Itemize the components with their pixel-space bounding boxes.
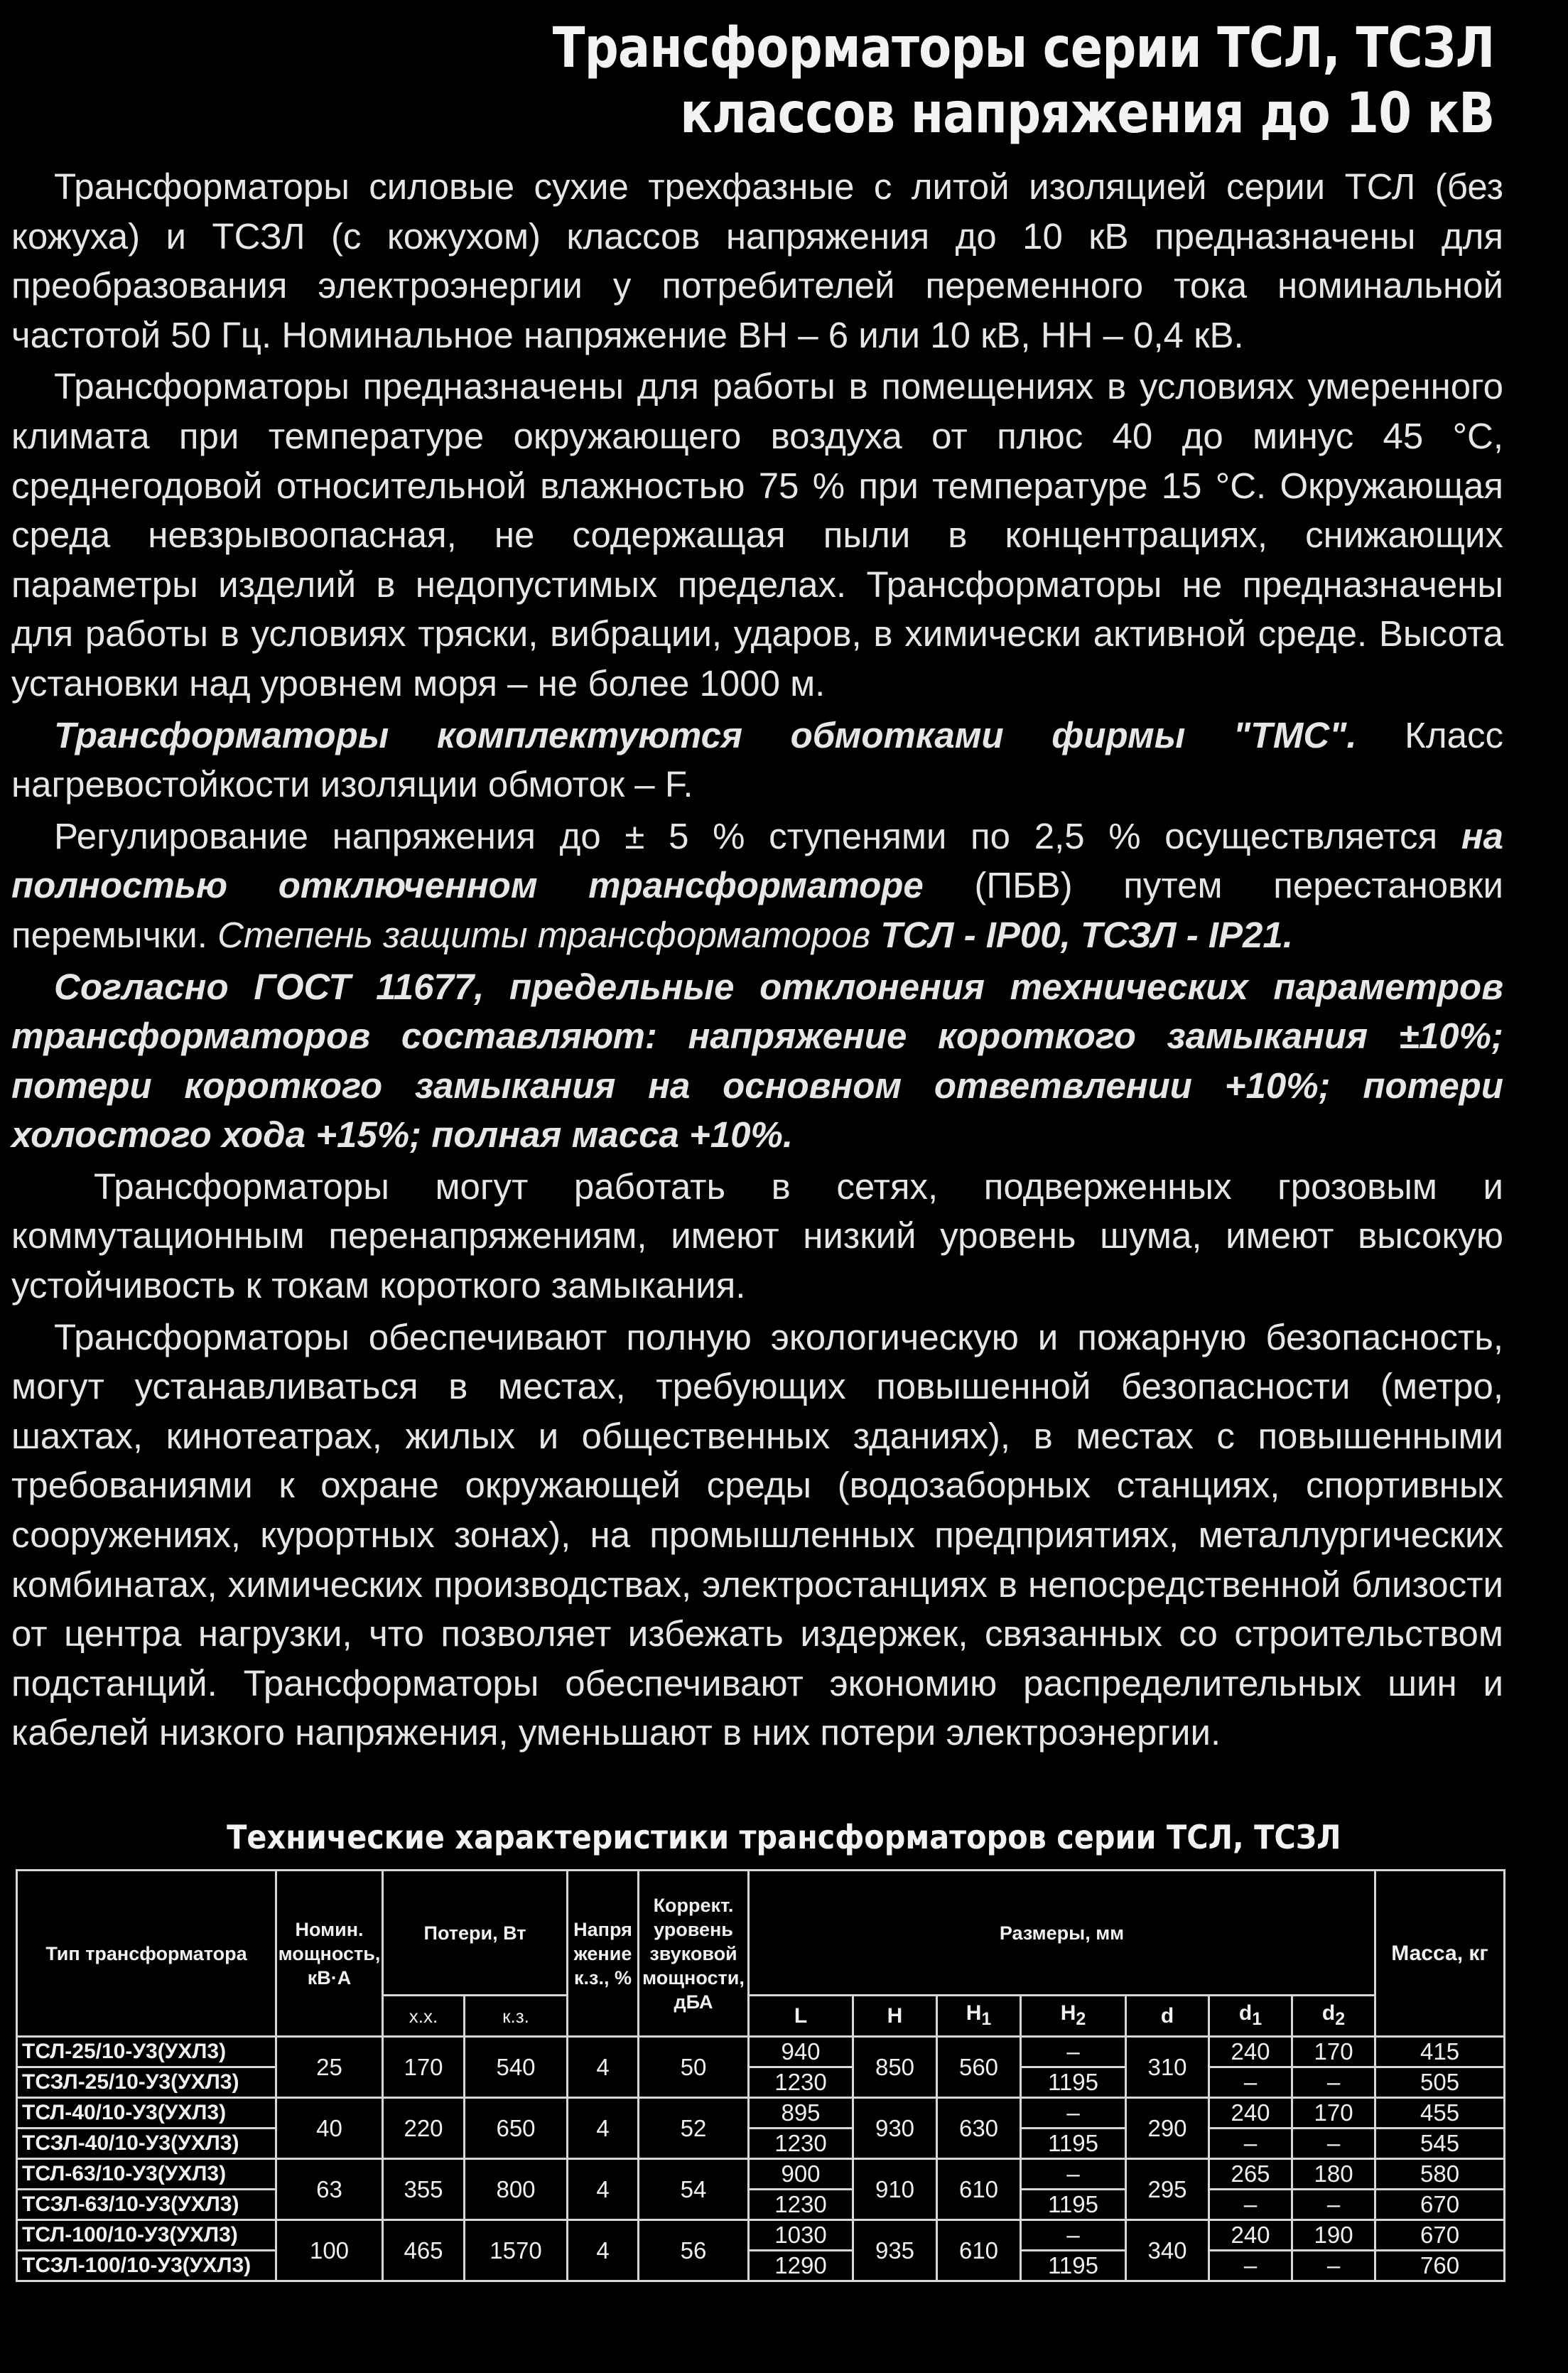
H1-cell: 560 <box>937 2037 1021 2098</box>
H2-cell: – <box>1021 2098 1126 2129</box>
header-power: Номин. мощность, кВ·А <box>276 1871 383 2037</box>
table-row <box>17 2067 1505 2098</box>
header-d2-sub: 2 <box>1335 2008 1346 2029</box>
type-cell: ТСЗЛ-25/10-У3(УХЛ3) <box>17 2067 276 2098</box>
d2-cell: – <box>1292 2251 1375 2281</box>
H-cell: 935 <box>853 2220 937 2281</box>
losses-xx-cell: 355 <box>383 2159 465 2220</box>
page-title-line-2: классов напряжения до 10 кВ <box>679 82 1495 146</box>
header-H2-base: H <box>1060 2001 1076 2025</box>
mass-cell: 415 <box>1375 2037 1505 2067</box>
H-cell: 930 <box>853 2098 937 2159</box>
header-H1-sub: 1 <box>981 2008 992 2029</box>
header-d2-base: d <box>1321 2001 1336 2025</box>
paragraph-purpose: Трансформаторы силовые сухие трехфазные с литой изоляцией серии ТСЛ (без кожуха) и ТСЗЛ (с кожухом) классов напряжения до 10 кВ предназначены для преобразования электроэнергии у потребителей переменного тока номинальной частотой 50 Гц. Номинальное напряжение ВН – 6 или 10 кВ, НН – 0,4 кВ. <box>11 166 1503 355</box>
losses-kz-cell: 1570 <box>465 2220 568 2281</box>
description-text <box>11 162 1503 1760</box>
L-cell: 940 <box>749 2037 853 2067</box>
header-H1-base: H <box>966 2001 982 2025</box>
voltage-cell: 4 <box>568 2098 639 2159</box>
table-row <box>17 2129 1505 2159</box>
d1-cell: – <box>1209 2190 1292 2220</box>
H-cell: 850 <box>853 2037 937 2098</box>
table-row <box>17 2159 1505 2190</box>
power-cell: 40 <box>276 2098 383 2159</box>
header-H: H <box>853 1996 937 2037</box>
d1-cell: – <box>1209 2129 1292 2159</box>
table-row <box>17 2190 1505 2220</box>
header-H2 <box>1021 1996 1126 2037</box>
L-cell: 895 <box>749 2098 853 2129</box>
d2-cell: 180 <box>1292 2159 1375 2190</box>
header-H2-sub: 2 <box>1076 2008 1086 2029</box>
windings-bold: Трансформаторы комплектуются обмотками фирмы "ТМС". <box>54 714 1357 755</box>
header-losses-xx: х.х. <box>383 1996 465 2037</box>
H2-cell: – <box>1021 2159 1126 2190</box>
spec-table <box>16 1869 1505 2282</box>
type-cell: ТСЗЛ-100/10-У3(УХЛ3) <box>17 2251 276 2281</box>
header-H1 <box>937 1996 1021 2037</box>
mass-cell: 580 <box>1375 2159 1505 2190</box>
L-cell: 900 <box>749 2159 853 2190</box>
paragraph-regulation <box>11 812 1503 960</box>
type-cell: ТСЛ-100/10-У3(УХЛ3) <box>17 2220 276 2251</box>
header-d1 <box>1209 1996 1292 2037</box>
L-cell: 1290 <box>749 2251 853 2281</box>
losses-xx-cell: 170 <box>383 2037 465 2098</box>
H2-cell: – <box>1021 2220 1126 2251</box>
header-d: d <box>1126 1996 1209 2037</box>
voltage-cell: 4 <box>568 2159 639 2220</box>
mass-cell: 670 <box>1375 2220 1505 2251</box>
L-cell: 1030 <box>749 2220 853 2251</box>
mass-cell: 760 <box>1375 2251 1505 2281</box>
noise-cell: 50 <box>639 2037 749 2098</box>
d1-cell: – <box>1209 2251 1292 2281</box>
d-cell: 295 <box>1126 2159 1209 2220</box>
losses-xx-cell: 220 <box>383 2098 465 2159</box>
L-cell: 1230 <box>749 2190 853 2220</box>
page-title-line-1: Трансформаторы серии ТСЛ, ТСЗЛ <box>552 16 1494 80</box>
type-cell: ТСЛ-63/10-У3(УХЛ3) <box>17 2159 276 2190</box>
table-row <box>17 2098 1505 2129</box>
table-title-text: Технические характеристики трансформаторов серии ТСЛ, ТСЗЛ <box>227 1818 1341 1856</box>
type-cell: ТСЗЛ-40/10-У3(УХЛ3) <box>17 2129 276 2159</box>
regulation-text-b: на полностью отключенном трансформаторе <box>11 815 1503 906</box>
d1-cell: 240 <box>1209 2220 1292 2251</box>
voltage-cell: 4 <box>568 2037 639 2098</box>
d2-cell: 190 <box>1292 2220 1375 2251</box>
d2-cell: – <box>1292 2067 1375 2098</box>
d1-cell: – <box>1209 2067 1292 2098</box>
power-cell: 100 <box>276 2220 383 2281</box>
noise-cell: 52 <box>639 2098 749 2159</box>
header-noise: Коррект. уровень звуковой мощности, дБА <box>639 1871 749 2037</box>
d2-cell: 170 <box>1292 2037 1375 2067</box>
paragraph-conditions: Трансформаторы предназначены для работы в помещениях в условиях умеренного климата при температуре окружающего воздуха от плюс 40 до минус 45 °С, среднегодовой относительной влажностью 75 % при температуре 15 °С. Окружающая среда невзрывоопасная, не содержащая пыли в концентрациях, снижающих параметры изделий в недопустимых пределах. Трансформаторы не предназначены для работы в условиях тряски, вибрации, ударов, в химически активной среде. Высота установки над уровнем моря – не более 1000 м. <box>11 366 1503 704</box>
power-cell: 63 <box>276 2159 383 2220</box>
paragraph-windings <box>11 711 1503 809</box>
d2-cell: – <box>1292 2190 1375 2220</box>
header-losses: Потери, Вт <box>383 1871 568 1996</box>
header-type: Тип трансформатора <box>17 1871 276 2037</box>
type-cell: ТСЛ-25/10-У3(УХЛ3) <box>17 2037 276 2067</box>
d1-cell: 240 <box>1209 2037 1292 2067</box>
header-mass: Масса, кг <box>1375 1871 1505 2037</box>
table-row <box>17 2220 1505 2251</box>
type-cell: ТСЗЛ-63/10-У3(УХЛ3) <box>17 2190 276 2220</box>
losses-kz-cell: 800 <box>465 2159 568 2220</box>
paragraph-safety: Трансформаторы обеспечивают полную экологическую и пожарную безопасность, могут устанавливаться в местах, требующих повышенной безопасности (метро, шахтах, кинотеатрах, жилых и общественных зданиях), в местах с повышенными требованиями к охране окружающей среды (водозаборных станциях, спортивных сооружениях, курортных зонах), на промышленных предприятиях, металлургических комбинатах, химических производствах, электростанциях в непосредственной близости от центра нагрузки, что позволяет избежать издержек, связанных со строительством подстанций. Трансформаторы обеспечивают экономию распределительных шин и кабелей низкого напряжения, уменьшают в них потери электроэнергии. <box>11 1316 1503 1753</box>
table-row <box>17 2037 1505 2067</box>
d-cell: 290 <box>1126 2098 1209 2159</box>
power-cell: 25 <box>276 2037 383 2098</box>
d-cell: 310 <box>1126 2037 1209 2098</box>
paragraph-gost: Согласно ГОСТ 11677, предельные отклонения технических параметров трансформаторов составляют: напряжение короткого замыкания ±10%; потери короткого замыкания на основном ответвлении +10%; потери холостого хода +15%; полная масса +10%. <box>11 966 1503 1156</box>
table-title <box>0 1816 1568 1858</box>
H1-cell: 610 <box>937 2220 1021 2281</box>
H-cell: 910 <box>853 2159 937 2220</box>
noise-cell: 56 <box>639 2220 749 2281</box>
protection-class: ТСЛ - IP00, ТСЗЛ - IP21. <box>880 914 1293 955</box>
header-voltage: Напря жение к.з., % <box>568 1871 639 2037</box>
d1-cell: 265 <box>1209 2159 1292 2190</box>
mass-cell: 505 <box>1375 2067 1505 2098</box>
mass-cell: 670 <box>1375 2190 1505 2220</box>
losses-xx-cell: 465 <box>383 2220 465 2281</box>
d1-cell: 240 <box>1209 2098 1292 2129</box>
type-cell: ТСЛ-40/10-У3(УХЛ3) <box>17 2098 276 2129</box>
d2-cell: 170 <box>1292 2098 1375 2129</box>
header-d1-sub: 1 <box>1252 2008 1262 2029</box>
d-cell: 340 <box>1126 2220 1209 2281</box>
noise-cell: 54 <box>639 2159 749 2220</box>
table-row <box>17 2251 1505 2281</box>
H2-cell: 1195 <box>1021 2067 1126 2098</box>
H2-cell: 1195 <box>1021 2190 1126 2220</box>
H1-cell: 630 <box>937 2098 1021 2159</box>
L-cell: 1230 <box>749 2067 853 2098</box>
H2-cell: 1195 <box>1021 2129 1126 2159</box>
losses-kz-cell: 540 <box>465 2037 568 2098</box>
H2-cell: 1195 <box>1021 2251 1126 2281</box>
regulation-text-a: Регулирование напряжения до ± 5 % ступенями по 2,5 % осуществляется <box>54 815 1461 856</box>
regulation-text-c: (ПБВ) путем перестановки перемычки. <box>11 865 1503 955</box>
voltage-cell: 4 <box>568 2220 639 2281</box>
H2-cell: – <box>1021 2037 1126 2067</box>
header-d1-base: d <box>1238 2001 1253 2025</box>
d2-cell: – <box>1292 2129 1375 2159</box>
mass-cell: 455 <box>1375 2098 1505 2129</box>
losses-kz-cell: 650 <box>465 2098 568 2159</box>
header-d2 <box>1292 1996 1375 2037</box>
windings-rest: Класс нагревостойкости изоляции обмоток – F. <box>11 714 1504 805</box>
header-losses-kz: к.з. <box>465 1996 568 2037</box>
mass-cell: 545 <box>1375 2129 1505 2159</box>
page-title <box>552 16 1494 146</box>
header-dimensions: Размеры, мм <box>749 1871 1375 1996</box>
protection-text: Степень защиты трансформаторов <box>217 914 881 955</box>
L-cell: 1230 <box>749 2129 853 2159</box>
header-L: L <box>749 1996 853 2037</box>
paragraph-networks: Трансформаторы могут работать в сетях, подверженных грозовым и коммутационным перенапряжениям, имеют низкий уровень шума, имеют высокую устойчивость к токам короткого замыкания. <box>11 1166 1503 1306</box>
H1-cell: 610 <box>937 2159 1021 2220</box>
